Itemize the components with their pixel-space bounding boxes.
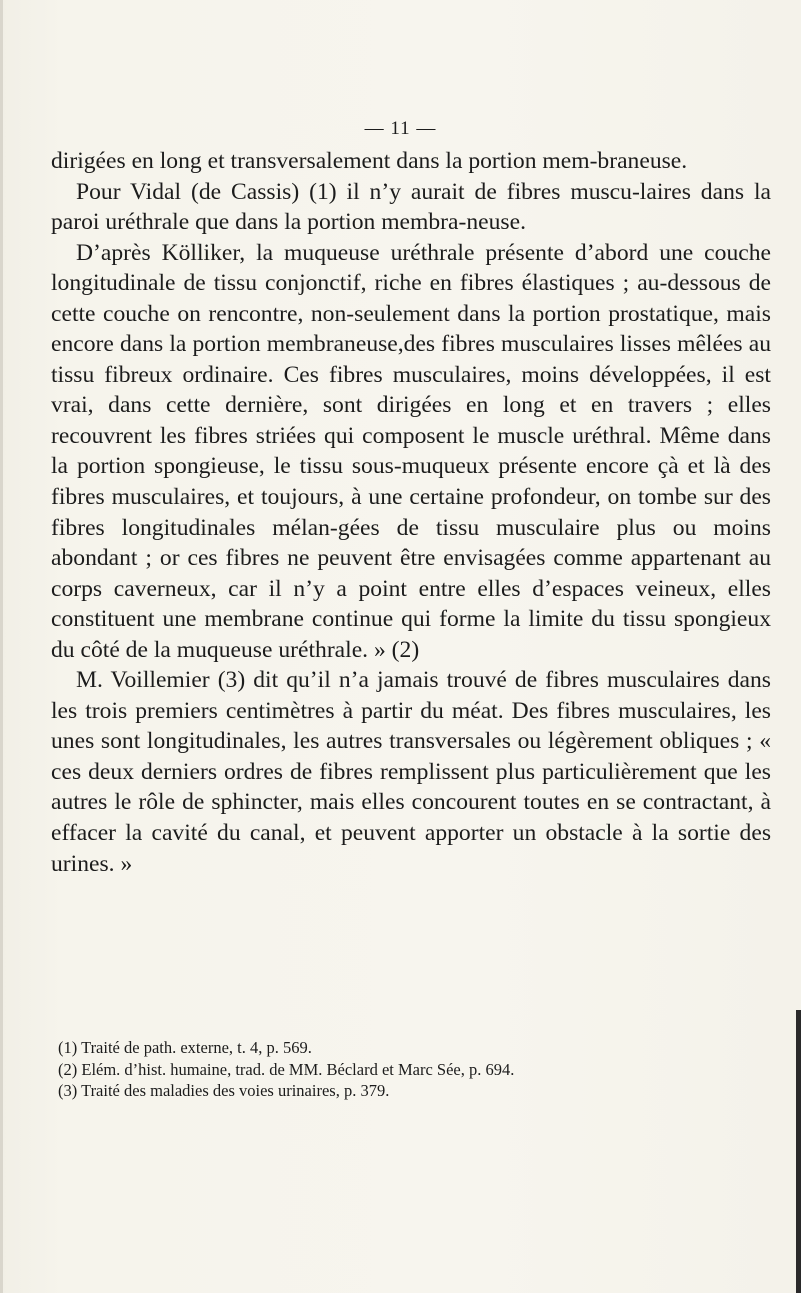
paragraph-voillemier: M. Voillemier (3) dit qu’il n’a jamais trouvé de fibres musculaires dans les trois premiers centimètres à partir du méat. Des fibres musculaires, les unes sont longitudinales, les autres transversales ou légèrement obliques ; « ces deux derniers ordres de fibres remplissent plus particulièrement que les autres le rôle de sphincter, mais elles concourent toutes en se contractant, à effacer la cavité du canal, et peuvent apporter un obstacle à la sortie des urines. » (51, 667, 771, 877)
paragraph-vidal: Pour Vidal (de Cassis) (1) il n’y aurait de fibres muscu-laires dans la paroi uréthrale que dans la portion membra-neuse. (51, 178, 771, 236)
page-number: — 11 — (364, 118, 437, 139)
footnote-1: (1) Traité de path. externe, t. 4, p. 569. (58, 1038, 312, 1057)
paragraph-continuation: dirigées en long et transversalement dans la portion mem-braneuse. (51, 148, 688, 174)
page-left-edge (0, 0, 3, 1293)
body-text (51, 146, 771, 879)
footnote-2: (2) Elém. d’hist. humaine, trad. de MM. Béclard et Marc Sée, p. 694. (58, 1059, 515, 1079)
paragraph-kolliker: D’après Kölliker, la muqueuse uréthrale présente d’abord une couche longitudinale de tissu conjonctif, riche en fibres élastiques ; au-dessous de cette couche on rencontre, non-seulement dans la portion prostatique, mais encore dans la portion membraneuse,des fibres musculaires lisses mêlées au tissu fibreux ordinaire. Ces fibres musculaires, moins développées, il est vrai, dans cette dernière, sont dirigées en long et en travers ; elles recouvrent les fibres striées qui composent le muscle uréthral. Même dans la portion spongieuse, le tissu sous-muqueux présente encore çà et là des fibres musculaires, et toujours, à une certaine profondeur, on tombe sur des fibres longitudinales mélan-gées de tissu musculaire plus ou moins abondant ; or ces fibres ne peuvent être envisagées comme appartenant au corps caverneux, car il n’y a point entre elles d’espaces veineux, elles constituent une membrane continue qui forme la limite du tissu spongieux du côté de la muqueuse uréthrale. » (2) (51, 239, 771, 663)
page-right-edge (796, 1010, 801, 1293)
footnote-3: (3) Traité des maladies des voies urinaires, p. 379. (58, 1081, 390, 1100)
footnotes (58, 1037, 768, 1102)
